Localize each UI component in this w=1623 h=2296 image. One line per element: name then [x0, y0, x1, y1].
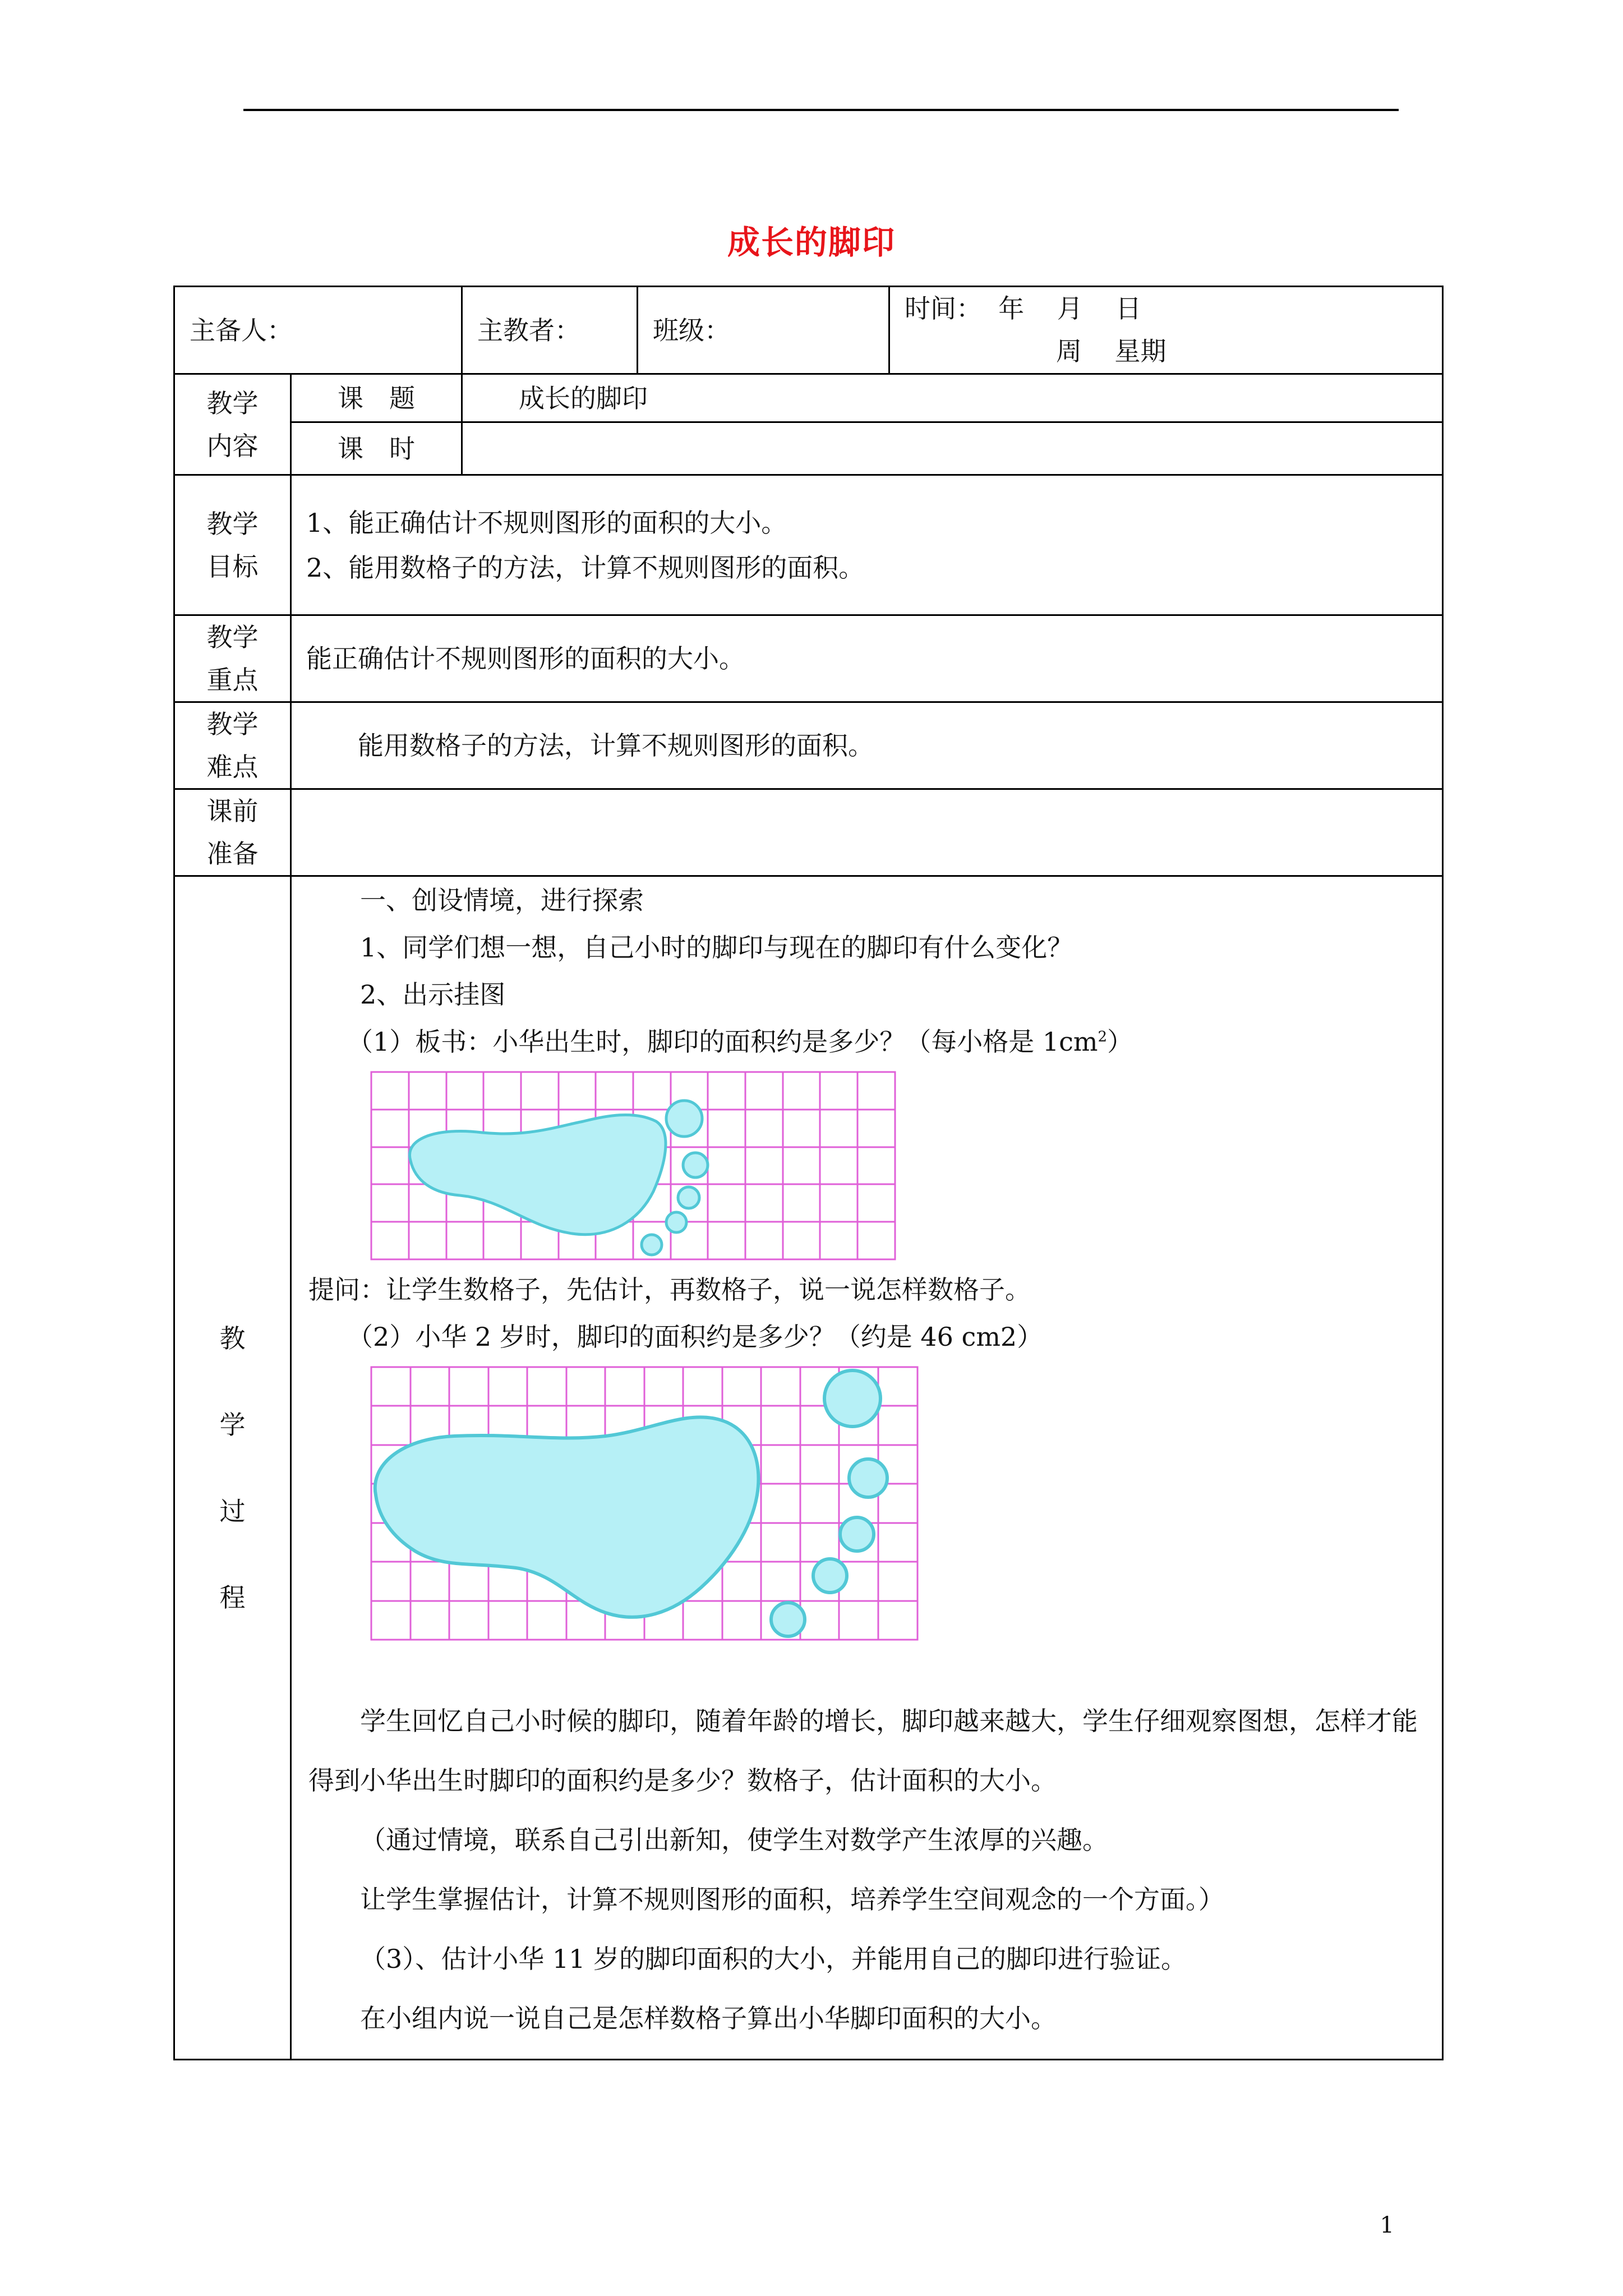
- key-point-label: 教学重点: [174, 615, 291, 702]
- toe: [683, 1153, 708, 1177]
- process-label: 教 学 过 程: [174, 876, 291, 2060]
- time-line-date: 时间： 年 月 日: [905, 293, 1142, 324]
- header-row: [174, 287, 1443, 374]
- process-heading: 一、创设情境，进行探索: [360, 885, 644, 915]
- difficulty-label: 教学难点: [174, 702, 291, 789]
- time-cell: [889, 287, 1443, 374]
- goal-item-1: 1、能正确估计不规则图形的面积的大小。: [306, 507, 787, 538]
- footprint-sole: [375, 1417, 759, 1617]
- content-label: 教学内容: [174, 374, 291, 475]
- toe: [678, 1187, 699, 1208]
- toe: [849, 1459, 887, 1497]
- toe: [771, 1603, 805, 1636]
- process-note-2: 让学生掌握估计，计算不规则图形的面积，培养学生空间观念的一个方面。）: [360, 1884, 1224, 1915]
- process-show-chart: 2、出示挂图: [360, 979, 506, 1010]
- toe: [666, 1212, 686, 1232]
- footprint-sole: [409, 1115, 665, 1234]
- preparer-label: 主备人：: [174, 287, 462, 374]
- process-prompt: 提问：让学生数格子，先估计，再数格子，说一说怎样数格子。: [308, 1274, 1031, 1305]
- goals-label: 教学目标: [174, 475, 291, 615]
- toe: [840, 1517, 874, 1551]
- process-board-note: （1）板书：小华出生时，脚印的面积约是多少？（每小格是 $1cm^2$）: [347, 1027, 1133, 1057]
- difficulty-text: 能用数格子的方法，计算不规则图形的面积。: [291, 702, 1443, 789]
- toe: [666, 1101, 702, 1137]
- hours-value: [462, 422, 1443, 475]
- process-age-two: （2）小华 2 岁时，脚印的面积约是多少？（约是 46 cm2）: [347, 1322, 1043, 1352]
- document-title: 成长的脚印: [727, 223, 896, 261]
- process-question: 1、同学们想一想，自己小时的脚印与现在的脚印有什么变化？: [360, 932, 1073, 963]
- process-content: [291, 876, 1443, 2060]
- footprint-newborn-figure: [370, 1071, 897, 1262]
- topic-label: 课 题: [291, 374, 462, 422]
- hours-label: 课 时: [291, 422, 462, 475]
- key-point-text: 能正确估计不规则图形的面积的大小。: [291, 615, 1443, 702]
- process-age-eleven: （3）、估计小华 11 岁的脚印面积的大小，并能用自己的脚印进行验证。: [360, 1944, 1187, 1974]
- process-note-1: （通过情境，联系自己引出新知，使学生对数学产生浓厚的兴趣。: [360, 1825, 1108, 1855]
- page-number: 1: [1380, 2212, 1394, 2238]
- preparation-text: [291, 789, 1443, 876]
- class-label: 班级：: [638, 287, 889, 374]
- time-line-week: 周 星期: [1056, 336, 1166, 366]
- toe: [642, 1235, 662, 1255]
- topic-value: 成长的脚印: [462, 374, 1443, 422]
- toe: [824, 1370, 880, 1427]
- goal-item-2: 2、能用数格子的方法，计算不规则图形的面积。: [306, 552, 865, 583]
- footprint-two-years-figure: [370, 1366, 920, 1642]
- toe: [813, 1559, 847, 1593]
- process-group-discussion: 在小组内说一说自己是怎样数格子算出小华脚印面积的大小。: [360, 2003, 1057, 2033]
- preparation-label: 课前准备: [174, 789, 291, 876]
- goals-list: [291, 475, 1443, 615]
- process-student-recall: 学生回忆自己小时候的脚印，随着年龄的增长，脚印越来越大，学生仔细观察图想，怎样才能得到小华出生时脚印的面积约是多少？数格子，估计面积的大小。: [308, 1706, 1418, 1796]
- teacher-label: 主教者：: [462, 287, 638, 374]
- lesson-plan-table: [173, 286, 1444, 2060]
- header-rule: [243, 109, 1399, 111]
